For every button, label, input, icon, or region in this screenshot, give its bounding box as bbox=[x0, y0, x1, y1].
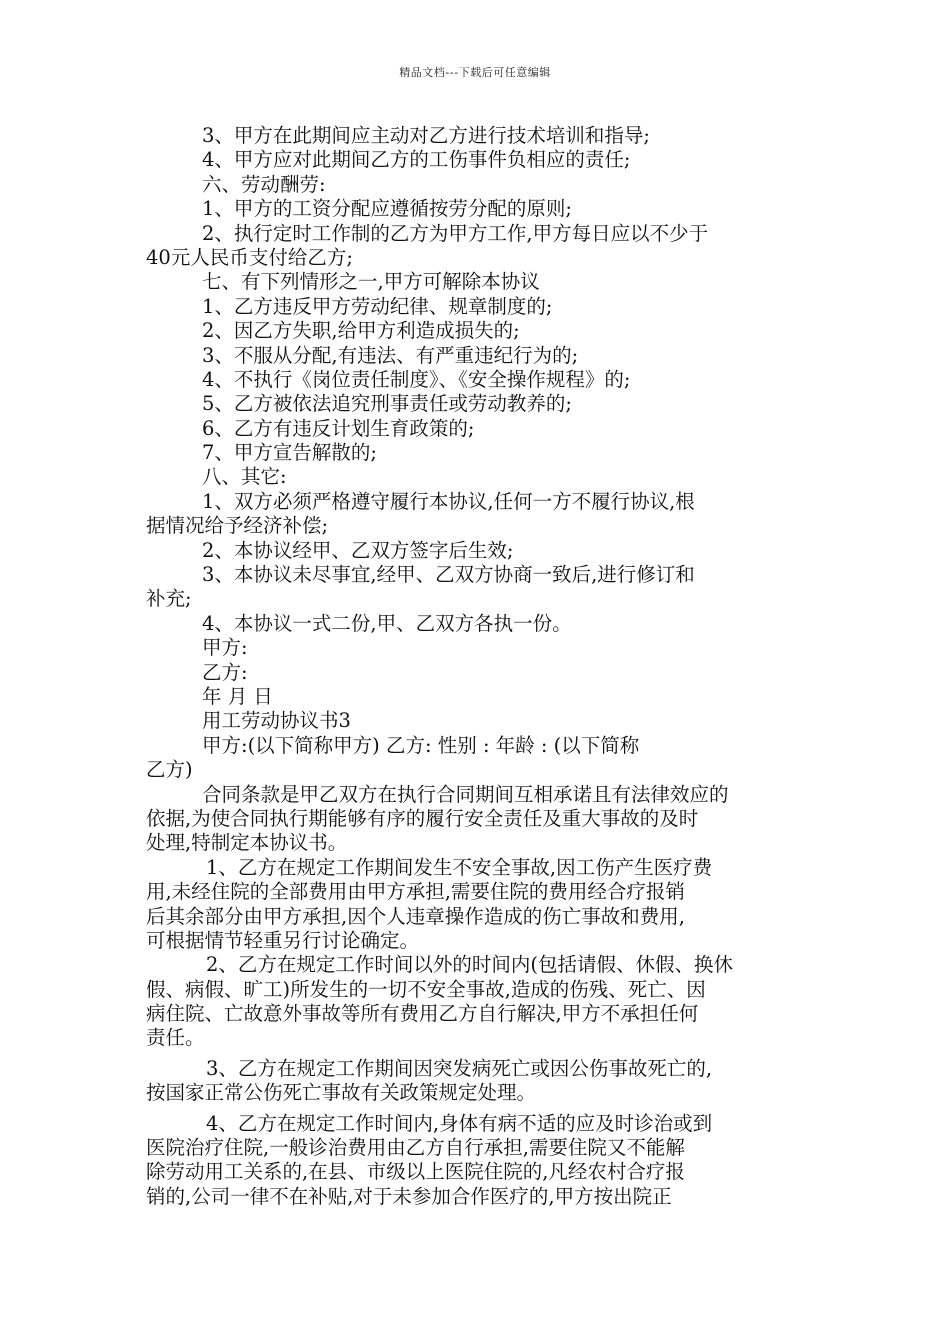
text-line: 2、因乙方失职,给甲方利造成损失的; bbox=[202, 319, 520, 343]
text-line: 2、执行定时工作制的乙方为甲方工作,甲方每日应以不少于 bbox=[202, 221, 709, 245]
text-line: 5、乙方被依法追究刑事责任或劳动教养的; bbox=[202, 392, 572, 416]
text-line: 可根据情节轻重另行讨论确定。 bbox=[146, 928, 420, 952]
text-line: 病住院、亡故意外事故等所有费用乙方自行解决,甲方不承担任何 bbox=[146, 1002, 699, 1026]
text-line: 2、乙方在规定工作时间以外的时间内(包括请假、休假、换休 bbox=[206, 953, 734, 977]
text-line: 3、本协议未尽事宜,经甲、乙双方协商一致后,进行修订和 bbox=[202, 563, 695, 587]
document-body bbox=[146, 124, 806, 1209]
text-line: 七、有下列情形之一,甲方可解除本协议 bbox=[202, 270, 540, 294]
text-line: 4、本协议一式二份,甲、乙双方各执一份。 bbox=[202, 611, 572, 635]
text-line: 依据,为使合同执行期能够有序的履行安全责任及重大事故的及时 bbox=[146, 806, 699, 830]
text-line: 合同条款是甲乙双方在执行合同期间互相承诺且有法律效应的 bbox=[202, 782, 729, 806]
text-line: 4、不执行《岗位责任制度》、《安全操作规程》的; bbox=[202, 367, 631, 391]
text-line: 处理,特制定本协议书。 bbox=[146, 831, 348, 855]
text-line: 六、劳动酬劳: bbox=[202, 172, 326, 196]
text-line: 40元人民币支付给乙方; bbox=[146, 245, 353, 269]
text-line: 1、甲方的工资分配应遵循按劳分配的原则; bbox=[202, 197, 572, 221]
text-line: 八、其它: bbox=[202, 465, 287, 489]
text-line: 6、乙方有违反计划生育政策的; bbox=[202, 416, 475, 440]
text-line: 3、乙方在规定工作期间因突发病死亡或因公伤事故死亡的, bbox=[206, 1056, 713, 1080]
text-line: 2、本协议经甲、乙双方签字后生效; bbox=[202, 538, 514, 562]
text-line: 假、病假、旷工)所发生的一切不安全事故,造成的伤残、死亡、因 bbox=[146, 977, 706, 1001]
text-line: 用工劳动协议书3 bbox=[202, 709, 351, 733]
text-line: 补充; bbox=[146, 587, 192, 611]
text-line: 按国家正常公伤死亡事故有关政策规定处理。 bbox=[146, 1081, 537, 1105]
text-line: 责任。 bbox=[146, 1026, 205, 1050]
text-line: 4、甲方应对此期间乙方的工伤事件负相应的责任; bbox=[202, 148, 631, 172]
text-line: 乙方: bbox=[202, 660, 248, 684]
text-line: 销的,公司一律不在补贴,对于未参加合作医疗的,甲方按出院正 bbox=[146, 1184, 672, 1208]
text-line: 4、乙方在规定工作时间内,身体有病不适的应及时诊治或到 bbox=[206, 1111, 713, 1135]
text-line: 据情况给予经济补偿; bbox=[146, 514, 329, 538]
text-line: 乙方) bbox=[146, 758, 193, 782]
text-line: 7、甲方宣告解散的; bbox=[202, 441, 377, 465]
text-line: 医院治疗住院,一般诊治费用由乙方自行承担,需要住院又不能解 bbox=[146, 1136, 685, 1160]
text-line: 用,未经住院的全部费用由甲方承担,需要住院的费用经合疗报销 bbox=[146, 880, 685, 904]
text-line: 除劳动用工关系的,在县、市级以上医院住院的,凡经农村合疗报 bbox=[146, 1160, 685, 1184]
page-header: 精品文档---下载后可任意编辑 bbox=[399, 66, 551, 79]
text-line: 1、乙方在规定工作期间发生不安全事故,因工伤产生医疗费 bbox=[206, 855, 713, 879]
text-line: 年 月 日 bbox=[202, 684, 273, 708]
text-line: 3、甲方在此期间应主动对乙方进行技术培训和指导; bbox=[202, 124, 650, 147]
text-line: 1、乙方违反甲方劳动纪律、规章制度的; bbox=[202, 294, 553, 318]
text-line: 甲方: bbox=[202, 636, 248, 660]
text-line: 1、双方必须严格遵守履行本协议,任何一方不履行协议,根 bbox=[202, 489, 695, 513]
text-line: 后其余部分由甲方承担,因个人违章操作造成的伤亡事故和费用, bbox=[146, 904, 685, 928]
text-line: 甲方:(以下简称甲方) 乙方: 性别 : 年龄 : (以下简称 bbox=[202, 733, 640, 757]
text-line: 3、不服从分配,有违法、有严重违纪行为的; bbox=[202, 343, 579, 367]
